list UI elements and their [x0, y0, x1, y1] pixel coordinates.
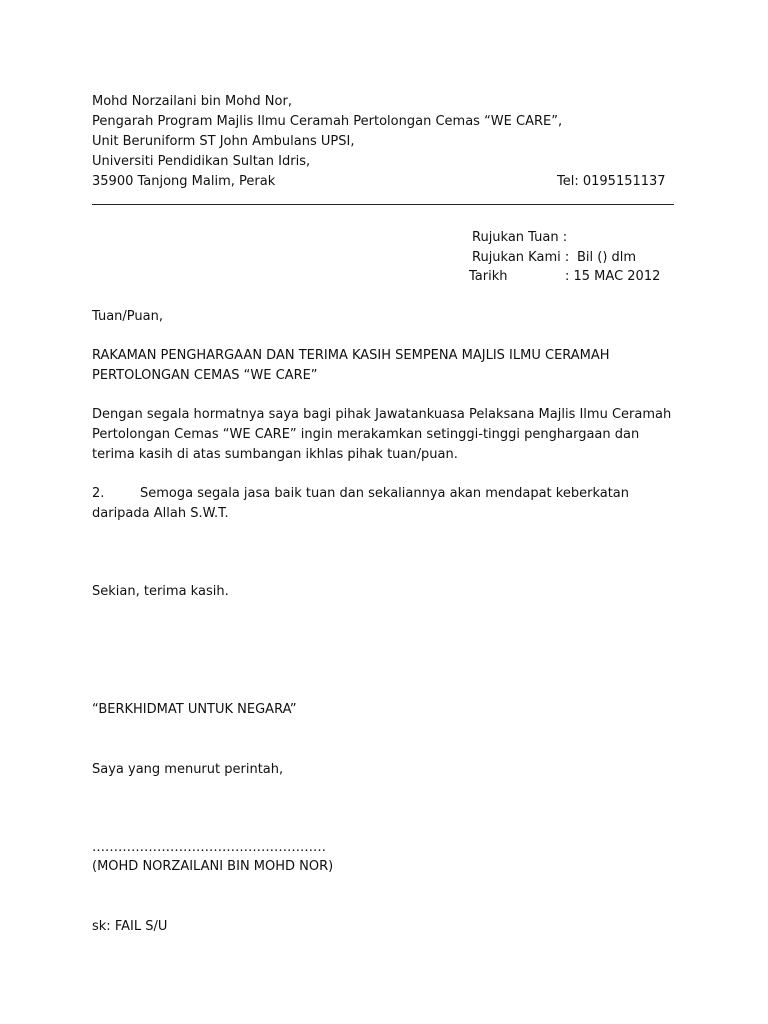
body-paragraph-1: Dengan segala hormatnya saya bagi pihak Jawatankuasa Pelaksana Majlis Ilmu Ceramah Pertolongan Cemas “WE CARE” ingin merakamkan setinggi-tinggi penghargaan dan terima kasih di atas sumbangan ikhlas pihak tuan/puan. — [92, 407, 672, 462]
signatory-name: (MOHD NORZAILANI BIN MOHD NOR) — [92, 859, 334, 874]
sender-university: Universiti Pendidikan Sultan Idris, — [92, 154, 311, 169]
motto: “BERKHIDMAT UNTUK NEGARA” — [92, 702, 297, 717]
carbon-copy: sk: FAIL S/U — [92, 919, 168, 934]
sender-name: Mohd Norzailani bin Mohd Nor, — [92, 94, 292, 109]
paragraph-2-text: Semoga segala jasa baik tuan dan sekaliannya akan mendapat keberkatan daripada Allah S.W.T. — [92, 486, 630, 521]
sign-off: Saya yang menurut perintah, — [92, 762, 284, 777]
header-divider — [92, 204, 674, 205]
rujukan-kami-label: Rujukan Kami : — [472, 250, 570, 265]
letter-subject: RAKAMAN PENGHARGAAN DAN TERIMA KASIH SEMPENA MAJLIS ILMU CERAMAH PERTOLONGAN CEMAS “WE CARE” — [92, 348, 610, 383]
paragraph-2-number: 2. — [92, 486, 105, 501]
tarikh-value: : 15 MAC 2012 — [565, 269, 661, 284]
tarikh-row — [469, 267, 661, 287]
body-paragraph-2 — [92, 484, 682, 524]
salutation: Tuan/Puan, — [92, 309, 163, 324]
sender-telephone: Tel: 0195151137 — [557, 174, 666, 189]
sender-postcode-city: 35900 Tanjong Malim, Perak — [92, 174, 276, 189]
rujukan-kami-row — [472, 248, 637, 268]
closing: Sekian, terima kasih. — [92, 584, 229, 599]
signature-line: ……………………………………………… — [92, 840, 326, 855]
rujukan-tuan-label: Rujukan Tuan : — [472, 230, 568, 245]
sender-unit: Unit Beruniform ST John Ambulans UPSI, — [92, 134, 355, 149]
sender-position: Pengarah Program Majlis Ilmu Ceramah Pertolongan Cemas “WE CARE”, — [92, 114, 563, 129]
tarikh-label: Tarikh — [469, 269, 508, 284]
rujukan-kami-value: Bil () dlm — [577, 250, 637, 265]
rujukan-tuan-row — [472, 228, 567, 248]
